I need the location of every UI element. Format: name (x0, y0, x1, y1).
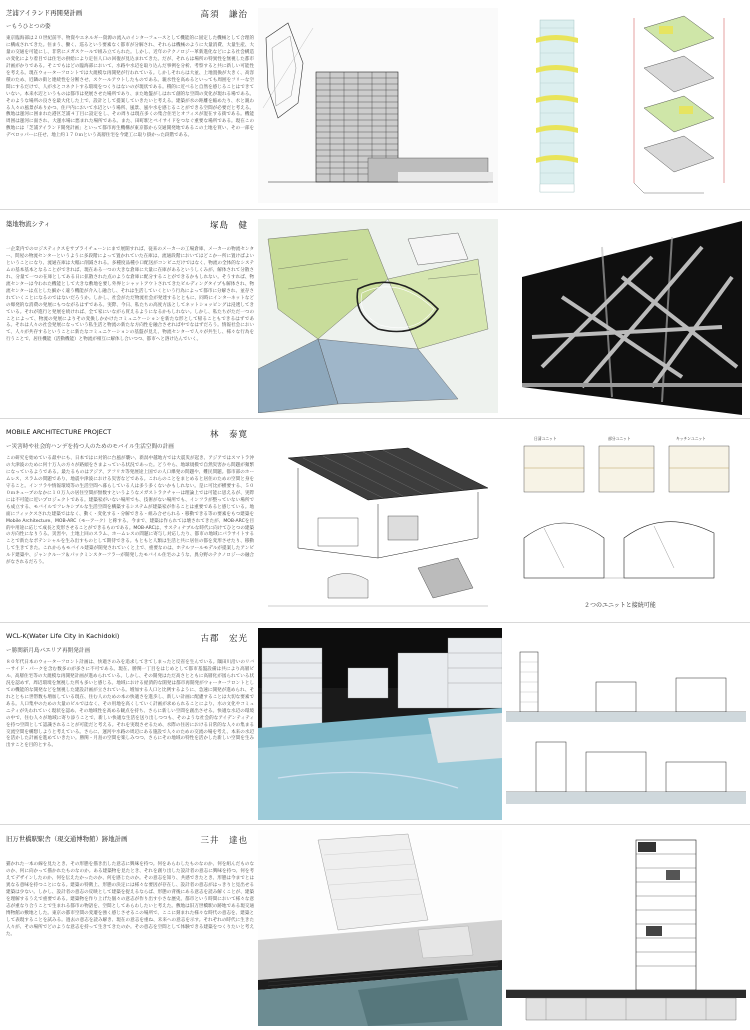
station-model-photo (258, 830, 502, 1026)
building-sections-svg (506, 632, 746, 820)
section-divider (0, 418, 750, 419)
title-row (6, 834, 254, 848)
project-description: ８０年代日本のウォーターフロント計画は、快適さのみを追求してきてしまったと反省を生んでいる。隅田川沿いのリバーサイド・パークを含む数多のが多さに不可である。現在、勝関一丁目をはじめとして都市基盤設備は共により高層ビル、高層住宅等の大規模な再開発計画が進められている。しかし、その開発はただ高さとともに高層化が図られている状況を認めず、周辺環境を無視した所も多いと感じる。地域における経済的な開発は都市再開発がウォーターフロントとしての機能的な開発などを無視した建設計画が立されている。増加する人口と比例するように、急速に開発が進められ、それとともに世帯数も増加している現在、住む人のための本の快適さを進歩し、新しい計画に配慮することは大切な要素である。人口集中のための大量のビルではなく、その用地を高くしていく計画が求められることにより、水の文化やコミュニティが失われていく現状を認め、その地域性を高める観点を持ち、さらに新しい空間を創出させる。快適な水辺の環境の中で、住む人々が地域に寄り添うことで、新しい快適な生活を送り出しつつも、そのような社会的なアイデンティティを持つ空間として認識されることが可能だと考える。それを実現させるため、水際の住居における日常的な人々の集まる交流空間を構想しようと考えている。さらに、運河や水路の周辺にある施設で人々のための交流の場を考え、本来の水辺を活かした計画を進めていきたい。勝関・月島の空間を楽しみつつ、さらにその地域の特性を活かした新しい空間を生み出すことを目的とする。 (6, 660, 254, 749)
project-subtitle: ー勝関新月島パエリア再開発計画 (6, 648, 90, 654)
section-divider (0, 622, 750, 623)
interior-render (502, 217, 746, 415)
mobile-unit-axonometric (258, 428, 498, 616)
project-description: この研究を始めている最中にも、日本ではに対的に台風が襲い、新潟中越地方では大震災が起き、アジアではスマトラ沖の大津波のために何十万人の方々が路頭をさまよっている状況であった。どうやら、地球規模で自然災害から問題が頻繁になっているようである。最たるものはアジア、アフリカ等発展途上国での人口爆発の問題や、難民問題。都市部のホームレス、スラムの問題であり、地震や津波における災害などである。これらのことをまとめると居住のための空間と身を守ること。インフラや情報環境等の生活空間へ暮らしている人は多う多くないかもしれない。是に可比が横要する、５００ｍキューブのなかに１０万人の居住空間が無数すというようなメガストラクチャーは理論上では可能に思えるが、実際には不可能に近いプロジェクトである。建築家がいない場所でも、技術がない場所でも、インフラが整っていない場所でも成立する、モバイルでフレキシブルな生活空間を構築するシステムが建築家が作ることは重要であると感じている。地面にフィックスされた建築ではなく、動く・変化する・分解できる・組み合せられる・移動できる等の要素をもつ建築をMobile Architecture、MOB-ARC（モーアーク）と称する。今まで、建築は作られては壊されてきたが、MOB-ARCを目的や用途に応じて成長と変形させることができるものである。MOB-ARCは、サスティナブルな時代に向けてひとつの建築の方向性になりうる。災害や、土地上回のスラム、ホームレスの問題に寄与し対応したり、都市の地域にパラサイトすることで新たなポテンシャルを生み出すものとして期待できる。もともと人類は生活と共に居住の都を変形させたり、移動して生きてきた。これからもモバイル建築が開発されていくと上で、重要なのは、ホテルツールモデルが提案したアンビルド建築や、ジャンクルーフ＆パックミンスターフラーが開発したモバイル住宅のような、異分野のテクノロジーの融合がなされるだろう。 (6, 456, 254, 566)
unit-label-3: キッチンユニット (676, 436, 706, 441)
section-kachidoki (0, 624, 750, 822)
text-column (6, 8, 254, 140)
section-divider (0, 209, 750, 210)
level-diagrams (604, 8, 744, 203)
text-column (6, 632, 254, 750)
project-description: 猫かれた一本の線を見たとき、その形態を描き出した意志に興味を持つ。何をあらわしたものなのか、何を組んだものなのか、何に向かって描かれたものなのか。ある建築物を見たとき、それを創り出した設計者の意志に興味を持つ。何を考えてデザインしたのか、何を伝えたかったのか、何を感じたのか。その意志を知り、共感できたとき、形態は今までとは異なる意味を持つことになる。建築の特徴上、形態の決定には様々な要因が存在し、設計者の意志がはっきりと見出せる建築は少ない。しかし、設計者の意志の反映として建築を捉えるならば、形態の背後にある意志を読み解くことが、建築を理解するうえで重要である。建築物を作り上げた個々の意志が作り出す小さな歴史、都市という時間において様々な意志が重なり合うことで生まれる都市の物語を、空間としてあらわしたいと考えた。敷地は旧万世橋駅の跡地である現交通博物館の敷地とした。東京の都市空間の変遷を強く感じさせるこの場所で、ここに刻まれた様々な時代の意志を、建築として表現することを試みる。過去の意志を読み解き、現在の意志を重ね、未来への意志を示す。それぞれの時代に生きた人々が、その場所でどのような意志を持って生きてきたのか。その意志を空間として体験できる建築をつくりたいと考えた。 (6, 862, 254, 937)
author-name: 林 泰寛 (209, 430, 248, 440)
project-subtitle: ー災害時や社会的ハンデを持つ人のためのモバイル生活空間の計画 (6, 444, 174, 450)
title-row (6, 632, 254, 646)
waterfront-model-svg (258, 628, 502, 820)
tower-section-svg (258, 8, 498, 203)
unit-diagrams (504, 428, 744, 616)
section-shibaura (0, 0, 750, 207)
site-plan-drawing (258, 219, 498, 413)
building-sections (506, 632, 746, 820)
section-logistics (0, 211, 750, 416)
text-column (6, 428, 254, 567)
project-title: MOBILE ARCHITECTURE PROJECT (6, 428, 112, 436)
mobile-unit-svg (258, 428, 498, 616)
author-name: 三井 達也 (200, 836, 248, 846)
waterfront-model-photo (258, 628, 502, 820)
section-yorozuyo (0, 826, 750, 1030)
text-column (6, 834, 254, 938)
section-mobile (0, 420, 750, 620)
project-title: WCL-K(Water Life City in Kachidoki) (6, 632, 120, 640)
project-title: 築地物流シティ (6, 220, 51, 228)
interior-render-svg (502, 217, 746, 415)
project-description: 一企業内でのロジスティクスをサプライチェーンにまで展開すれば、従来のメーカーの工場倉庫、メーカーの物流センター、問屋の物流センターというように多段階によって置かれていた在庫は、流通段階においてはどこかー所に置けばよいということになり、流通在庫は大幅に削減される。多種度品種小口配送がコンビニだけではなく、物流の全体的なシステムの基本基本となることができれば、現在ある一つの大きな倉庫に大量に在庫があるというしくみが、解体されて分散され、分量て一つの在庫としてある日に拡散された点のような倉庫に配分することができるかもしれない。そうすれば、物流センターは今われた機能として大きな敷地を要し外界とシャットアウトされてきたビルディングタイプも解体され、物流センターは点とした細かく違う機能が介入し融合し、それは生活していくという行為によって都市に分解され、並存されていくことになるのではないだろうか。しかし、社会がただ物流社会が発達するとともに、同時にインターネットなどの爆発的な消費の発展にもつながるはずである。実際、今日、私たちの高度方法としてネットショッピングは浸透してきている。それが進行と発展を続ければ、全て家にいながら買えるようになるかもしれない。しかし、私たちがただ一つのことによって、物流の発展によりその変換しかかけたコミュニケーションを新たな形として帰ることもできるはずである。それは人々の社会発展になっていう私生活と物流の新たな方向性を融合させれば中でなはずだろう。情報社会において、人々が共存するということに新たなコミュニケーションの基盤が見え、物流センターで人々が共生し、様々な行為を行うことで、居住機能（活動機能）と物流が相互に解体し合いつつ、都市へと溶け込んでいく。 (6, 247, 254, 343)
site-plan-svg (258, 219, 498, 413)
title-row (6, 219, 254, 233)
project-subtitle: ーもうひとつの姿 (6, 24, 51, 30)
project-description: 東京臨海部は２０世紀前半、物資やエネルギー資源の流入のインターフェースとして機能的に固定した機械として合理的に構成されてきた。住まう、働く、巡るという要素なく都市が分解され、それらは機械のように大量消費、大量生産、大量の交通を可能にし、非常にメガスケールで組み立てられた。しかし、近年のテクノロジー革新進化などによる社会構造の変化により着目では住宅の供給により定住人口の回復が見込まれてきた。だが、それらは場所の特異性を無視した都市計画がかりである。そこでもはどの臨海部において、水路や水辺を取り込んだ事例を分析、考察すると共に新しい可能性を考える。現在ウォーターフロントでは大規模な再開発が行われている。しかしそれらは大並、上地置換が大きく、高容積のため、近隣の街と連続性を分断させ、スケールアウトしたものである。親水性を高めるといっても周囲をフリーな空間にするだけで、人が水とコネクトする環境をつくりはないのが現状である。積的に近べると自然を感じることはできていない。本来水辺というものは都市は発展させた場所であり、また地盤がしはれて創的な空間の変化が現れる場である。そのような場所の良さを最大化した上で、設計として提案していきたいと考える。建築が水の距離を縮めたり、水と親わる人々の風景がありかつ、住戸内において水辺という場所、風景、風や水を感じることができる空間が必要だと考える。敷地は運河に囲まれた港区芝浦４丁目に設定をし、その周りは現在多くの集合住宅とオフィスが混在する街である。機能周囲は運河に面され、大運水場に悪まれた場所である。また、田町駅とペイサイドをつなぐ重要な場所である。現在この敷地には「芝浦アイランド開発計画」といって都市再生機構が東京都から交通開発地であるこの土地を買い、その一部をデベロッパーに任せ、地上約１７０ｍという高層住宅を今建工に取り掛かった段階である。 (6, 36, 254, 139)
station-section-svg (506, 832, 746, 1028)
unit-diagrams-svg (504, 428, 744, 616)
author-name: 塚島 健 (209, 221, 248, 231)
author-name: 高須 謙治 (200, 10, 248, 20)
station-model-svg (258, 830, 502, 1026)
station-section-drawing (506, 832, 746, 1028)
title-row (6, 8, 254, 22)
unit-label-1: 日清ユニット (534, 436, 557, 441)
level-diagrams-svg (604, 8, 744, 203)
project-title: 芝浦アイランド再開発計画 (6, 9, 83, 17)
project-subtitle (6, 233, 254, 243)
project-subtitle (6, 848, 254, 858)
unit-connection-caption: ２つのユニットと接続可能 (584, 602, 656, 609)
unit-label-2: 部分ユニット (608, 436, 631, 441)
project-title: 旧万世橋駅駅舎（現交通博物館）跡地計画 (6, 835, 128, 843)
tower-render-svg (500, 8, 600, 203)
text-column (6, 219, 254, 344)
tower-section-drawing (258, 8, 498, 203)
author-name: 古郡 宏光 (200, 634, 248, 644)
title-row (6, 428, 254, 442)
section-divider (0, 824, 750, 825)
tower-render (500, 8, 600, 203)
